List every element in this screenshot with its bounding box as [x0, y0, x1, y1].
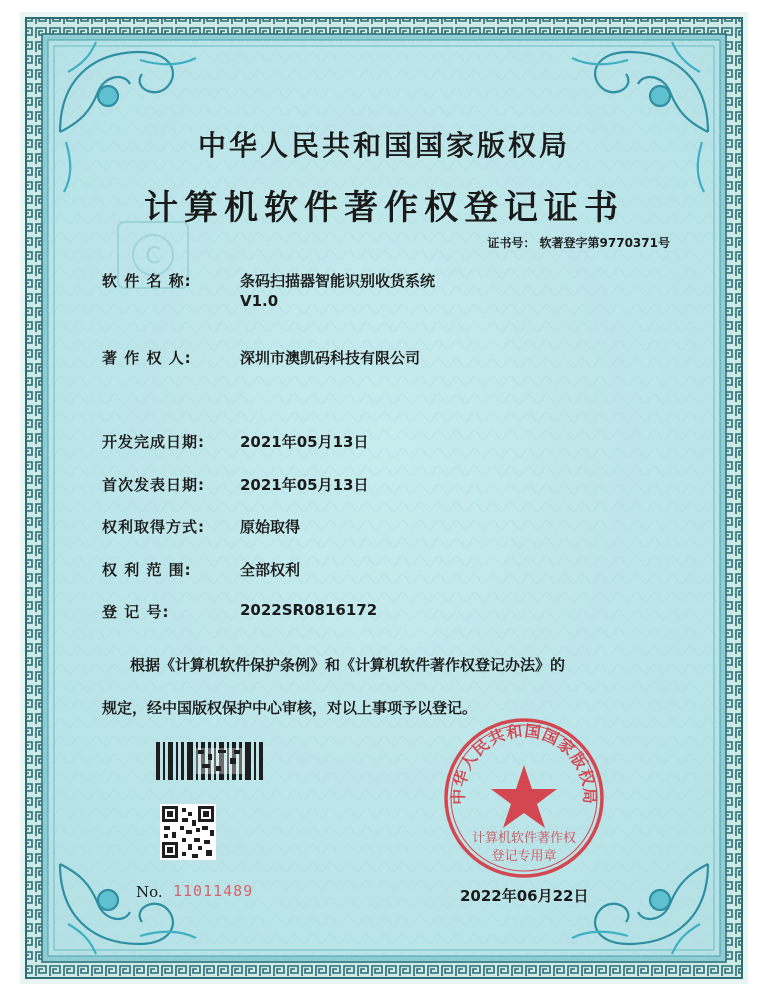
- seal-line1: 计算机软件著作权: [471, 831, 577, 846]
- field-label-copyright-owner: 著 作 权 人:: [102, 349, 192, 367]
- field-value-software-name: 条码扫描器智能识别收货系统: [240, 272, 436, 290]
- statement-line1: 根据《计算机软件保护条例》和《计算机软件著作权登记办法》的: [130, 656, 566, 674]
- serial-number: 11011489: [173, 882, 254, 900]
- field-value-publication-date: 2021年05月13日: [240, 476, 369, 494]
- statement-line2: 规定，经中国版权保护中心审核，对以上事项予以登记。: [102, 699, 478, 717]
- serial-label: No.: [136, 883, 163, 901]
- issue-date: 2022年06月22日: [460, 887, 589, 905]
- seal-ring-text: 中华人民共和国国家版权局: [448, 721, 600, 805]
- field-value-completion-date: 2021年05月13日: [240, 433, 369, 451]
- field-value-registration-number: 2022SR0816172: [240, 601, 378, 619]
- field-label-publication-date: 首次发表日期:: [102, 476, 205, 494]
- field-label-rights-scope: 权 利 范 围:: [102, 561, 192, 579]
- field-value-copyright-owner: 深圳市澳凯码科技有限公司: [240, 349, 421, 367]
- svg-text:C: C: [145, 244, 161, 269]
- field-label-software-name: 软 件 名 称:: [102, 272, 192, 290]
- field-label-acquisition-method: 权利取得方式:: [102, 518, 205, 536]
- certificate-number: 证书号： 软著登字第9770371号: [487, 236, 670, 250]
- certificate-title: 计算机软件著作权登记证书: [144, 188, 624, 228]
- issuing-authority: 中华人民共和国国家版权局: [197, 129, 570, 162]
- field-value-acquisition-method: 原始取得: [240, 518, 301, 536]
- field-value-rights-scope: 全部权利: [240, 561, 301, 579]
- field-value-software-version: V1.0: [240, 292, 279, 310]
- field-label-registration-number: 登 记 号:: [102, 603, 170, 621]
- seal-line2: 登记专用章: [491, 849, 557, 864]
- field-label-completion-date: 开发完成日期:: [102, 433, 205, 451]
